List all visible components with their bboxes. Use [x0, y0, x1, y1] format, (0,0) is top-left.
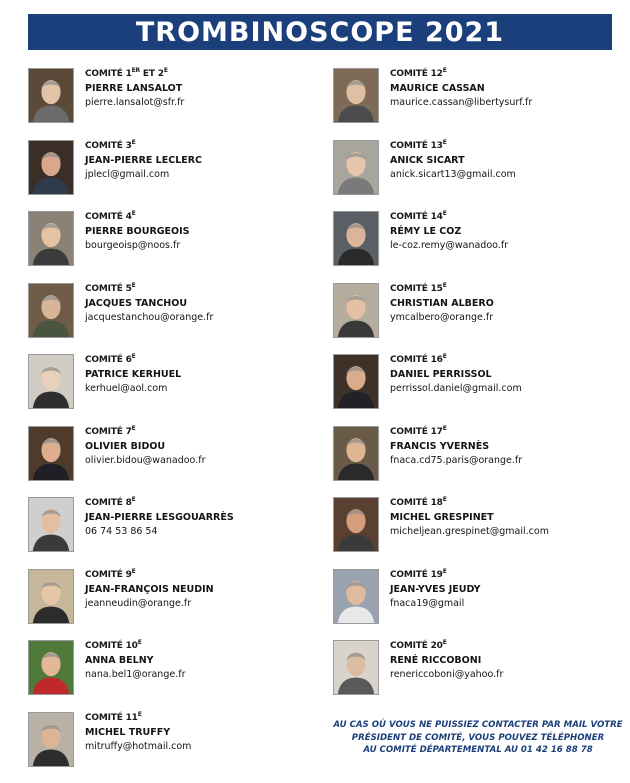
committee-label — [390, 68, 532, 80]
member-photo — [28, 569, 74, 624]
member-name: RÉMY LE COZ — [390, 225, 508, 239]
member-email[interactable]: olivier.bidou@wanadoo.fr — [85, 454, 205, 468]
committee-ordinal: E — [164, 67, 168, 74]
member-name: JEAN-PIERRE LECLERC — [85, 154, 202, 168]
committee-ordinal: E — [443, 67, 447, 74]
member-entry-daniel-perrissol — [333, 354, 613, 426]
member-photo — [28, 640, 74, 695]
member-info — [390, 68, 532, 110]
committee-ordinal: E — [132, 353, 136, 360]
member-photo — [333, 283, 379, 338]
member-photo — [28, 211, 74, 266]
committee-ordinal: E — [443, 353, 447, 360]
note-line: PRÉSIDENT DE COMITÉ, VOUS POUVEZ TÉLÉPHONER — [333, 732, 623, 745]
committee-ordinal: E — [132, 496, 136, 503]
member-email[interactable]: ymcalbero@orange.fr — [390, 311, 494, 325]
member-email[interactable]: jplecl@gmail.com — [85, 168, 202, 182]
member-photo — [333, 211, 379, 266]
member-name: ANICK SICART — [390, 154, 516, 168]
member-email[interactable]: bourgeoisp@noos.fr — [85, 239, 190, 253]
member-info — [85, 211, 190, 253]
member-photo — [333, 140, 379, 195]
committee-label — [390, 354, 522, 366]
right-column — [333, 68, 613, 712]
member-photo — [28, 354, 74, 409]
committee-label — [85, 140, 202, 152]
member-info — [390, 211, 508, 253]
member-name: ANNA BELNY — [85, 654, 185, 668]
member-photo — [28, 140, 74, 195]
committee-number: COMITÉ 20 — [390, 641, 443, 651]
member-name: PATRICE KERHUEL — [85, 368, 181, 382]
member-entry-jean-pierre-leclerc — [28, 140, 308, 212]
member-name: PIERRE BOURGEOIS — [85, 225, 190, 239]
note-line: AU COMITÉ DÉPARTEMENTAL AU 01 42 16 88 78 — [333, 744, 623, 757]
member-email[interactable]: kerhuel@aol.com — [85, 382, 181, 396]
member-name: JEAN-FRANÇOIS NEUDIN — [85, 583, 214, 597]
committee-ordinal: E — [443, 639, 447, 646]
committee-label — [85, 354, 181, 366]
member-entry-maurice-cassan — [333, 68, 613, 140]
member-name: MICHEL GRESPINET — [390, 511, 549, 525]
member-name: RENÉ RICCOBONI — [390, 654, 503, 668]
member-email[interactable]: nana.bel1@orange.fr — [85, 668, 185, 682]
member-entry-remy-le-coz — [333, 211, 613, 283]
member-entry-jean-francois-neudin — [28, 569, 308, 641]
member-name: MICHEL TRUFFY — [85, 726, 191, 740]
title-banner — [28, 14, 612, 50]
committee-label — [85, 497, 234, 509]
committee-ordinal: E — [132, 139, 136, 146]
committee-ordinal: E — [132, 282, 136, 289]
member-phone: 06 74 53 86 54 — [85, 525, 234, 539]
member-photo — [333, 640, 379, 695]
committee-ordinal: E — [443, 496, 447, 503]
member-name: PIERRE LANSALOT — [85, 82, 184, 96]
member-email[interactable]: jacquestanchou@orange.fr — [85, 311, 213, 325]
member-photo — [333, 497, 379, 552]
member-info — [390, 569, 481, 611]
member-info — [85, 426, 205, 468]
member-info — [85, 68, 184, 110]
member-entry-christian-albero — [333, 283, 613, 355]
member-info — [85, 569, 214, 611]
member-email[interactable]: mitruffy@hotmail.com — [85, 740, 191, 754]
committee-number: COMITÉ 12 — [390, 69, 443, 79]
member-entry-jean-pierre-lesgouarres — [28, 497, 308, 569]
committee-ordinal: ER — [132, 67, 140, 74]
member-email[interactable]: renericcoboni@yahoo.fr — [390, 668, 503, 682]
committee-label — [85, 426, 205, 438]
member-name: DANIEL PERRISSOL — [390, 368, 522, 382]
committee-number: COMITÉ 19 — [390, 570, 443, 580]
committee-ordinal: E — [443, 282, 447, 289]
committee-number: COMITÉ 7 — [85, 427, 132, 437]
committee-label — [85, 211, 190, 223]
member-email[interactable]: le-coz.remy@wanadoo.fr — [390, 239, 508, 253]
page-title: TROMBINOSCOPE 2021 — [136, 19, 504, 46]
member-email[interactable]: fnaca19@gmail — [390, 597, 481, 611]
member-email[interactable]: maurice.cassan@libertysurf.fr — [390, 96, 532, 110]
committee-label — [390, 211, 508, 223]
member-entry-patrice-kerhuel — [28, 354, 308, 426]
member-info — [390, 497, 549, 539]
member-info — [390, 426, 522, 468]
member-photo — [28, 497, 74, 552]
committee-label — [390, 497, 549, 509]
member-email[interactable]: micheljean.grespinet@gmail.com — [390, 525, 549, 539]
committee-ordinal: E — [443, 139, 447, 146]
member-photo — [28, 68, 74, 123]
member-photo — [28, 712, 74, 767]
member-entry-pierre-bourgeois — [28, 211, 308, 283]
member-photo — [333, 354, 379, 409]
member-name: JEAN-PIERRE LESGOUARRÈS — [85, 511, 234, 525]
member-name: FRANCIS YVERNÈS — [390, 440, 522, 454]
member-name: JEAN-YVES JEUDY — [390, 583, 481, 597]
committee-number: COMITÉ 16 — [390, 355, 443, 365]
member-photo — [333, 426, 379, 481]
member-info — [85, 640, 185, 682]
contact-note — [333, 719, 623, 757]
member-entry-anna-belny — [28, 640, 308, 712]
committee-label — [390, 283, 494, 295]
member-entry-anick-sicart — [333, 140, 613, 212]
member-entry-pierre-lansalot — [28, 68, 308, 140]
committee-number: COMITÉ 17 — [390, 427, 443, 437]
committee-label — [390, 569, 481, 581]
committee-number: COMITÉ 5 — [85, 284, 132, 294]
member-info — [390, 140, 516, 182]
committee-ordinal: E — [443, 425, 447, 432]
member-entry-michel-grespinet — [333, 497, 613, 569]
member-email[interactable]: fnaca.cd75.paris@orange.fr — [390, 454, 522, 468]
member-email[interactable]: jeanneudin@orange.fr — [85, 597, 214, 611]
member-name: JACQUES TANCHOU — [85, 297, 213, 311]
member-name: CHRISTIAN ALBERO — [390, 297, 494, 311]
member-photo — [333, 569, 379, 624]
member-photo — [333, 68, 379, 123]
committee-label — [85, 640, 185, 652]
member-entry-jean-yves-jeudy — [333, 569, 613, 641]
committee-number: COMITÉ 14 — [390, 212, 443, 222]
member-entry-rene-riccoboni — [333, 640, 613, 712]
committee-number: COMITÉ 6 — [85, 355, 132, 365]
committee-number: COMITÉ 13 — [390, 141, 443, 151]
committee-ordinal: E — [132, 425, 136, 432]
committee-number: COMITÉ 18 — [390, 498, 443, 508]
committee-ordinal: E — [138, 711, 142, 718]
member-info — [390, 283, 494, 325]
committee-number: COMITÉ 10 — [85, 641, 138, 651]
committee-label — [85, 712, 191, 724]
member-info — [85, 140, 202, 182]
committee-ordinal: E — [443, 568, 447, 575]
member-entry-jacques-tanchou — [28, 283, 308, 355]
committee-number: COMITÉ 15 — [390, 284, 443, 294]
committee-label — [85, 68, 184, 80]
member-name: MAURICE CASSAN — [390, 82, 532, 96]
note-line: AU CAS OÙ VOUS NE PUISSIEZ CONTACTER PAR MAIL VOTRE — [333, 719, 623, 732]
committee-ordinal: E — [138, 639, 142, 646]
committee-ordinal: E — [443, 210, 447, 217]
member-info — [85, 283, 213, 325]
committee-number: COMITÉ 11 — [85, 713, 138, 723]
member-info — [85, 712, 191, 754]
member-info — [85, 497, 234, 539]
member-email[interactable]: pierre.lansalot@sfr.fr — [85, 96, 184, 110]
member-entry-michel-truffy — [28, 712, 308, 783]
committee-label — [390, 640, 503, 652]
member-name: OLIVIER BIDOU — [85, 440, 205, 454]
member-entry-olivier-bidou — [28, 426, 308, 498]
committee-label — [390, 426, 522, 438]
member-email[interactable]: anick.sicart13@gmail.com — [390, 168, 516, 182]
committee-number: ET 2 — [140, 69, 164, 79]
committee-label — [85, 569, 214, 581]
committee-number: COMITÉ 8 — [85, 498, 132, 508]
member-photo — [28, 426, 74, 481]
member-email[interactable]: perrissol.daniel@gmail.com — [390, 382, 522, 396]
committee-label — [85, 283, 213, 295]
member-photo — [28, 283, 74, 338]
member-info — [390, 354, 522, 396]
committee-label — [390, 140, 516, 152]
member-entry-francis-yvernes — [333, 426, 613, 498]
member-info — [390, 640, 503, 682]
committee-number: COMITÉ 1 — [85, 69, 132, 79]
committee-number: COMITÉ 4 — [85, 212, 132, 222]
committee-number: COMITÉ 3 — [85, 141, 132, 151]
committee-number: COMITÉ 9 — [85, 570, 132, 580]
member-info — [85, 354, 181, 396]
left-column — [28, 68, 308, 783]
committee-ordinal: E — [132, 210, 136, 217]
committee-ordinal: E — [132, 568, 136, 575]
